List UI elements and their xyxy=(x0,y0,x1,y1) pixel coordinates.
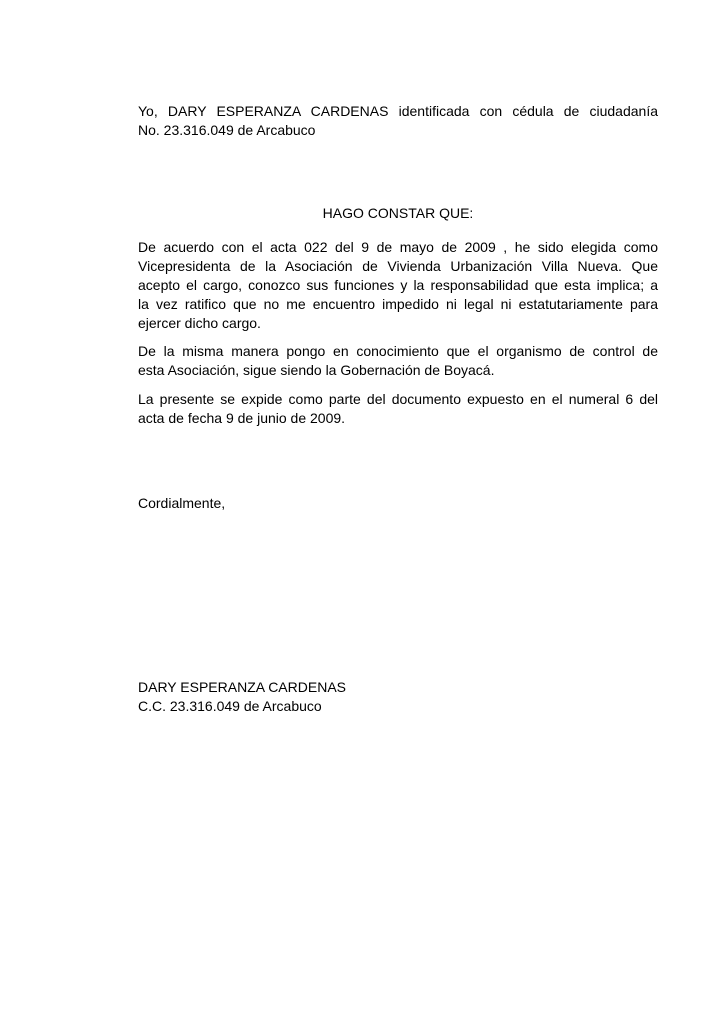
paragraph-3 xyxy=(138,390,658,428)
paragraph-1-line-4: la vez ratifico que no me encuentro impedido ni legal ni estatutariamente para xyxy=(138,296,658,312)
intro-line-2: No. 23.316.049 de Arcabuco xyxy=(138,122,316,138)
heading-hago-constar: HAGO CONSTAR QUE: xyxy=(322,205,474,221)
paragraph-1 xyxy=(138,238,658,333)
paragraph-3-line-2: acta de fecha 9 de junio de 2009. xyxy=(138,410,346,426)
paragraph-3-line-1: La presente se expide como parte del documento expuesto en el numeral 6 del xyxy=(138,391,658,407)
paragraph-1-line-2: Vicepresidenta de la Asociación de Vivienda Urbanización Villa Nueva. Que xyxy=(138,258,658,274)
paragraph-1-line-3: acepto el cargo, conozco sus funciones y la responsabilidad que esta implica; a xyxy=(138,277,658,293)
paragraph-2-line-1: De la misma manera pongo en conocimiento que el organismo de control de xyxy=(138,343,658,359)
signature-block xyxy=(138,678,658,716)
intro-paragraph xyxy=(138,102,658,140)
paragraph-1-line-1: De acuerdo con el acta 022 del 9 de mayo de 2009 , he sido elegida como xyxy=(138,239,658,255)
closing-text: Cordialmente, xyxy=(138,495,226,511)
paragraph-2 xyxy=(138,342,658,380)
paragraph-1-line-5: ejercer dicho cargo. xyxy=(138,315,261,331)
intro-line-1: Yo, DARY ESPERANZA CARDENAS identificada con cédula de ciudadanía xyxy=(138,103,658,119)
closing xyxy=(138,494,658,513)
signature-name: DARY ESPERANZA CARDENAS xyxy=(138,679,346,695)
paragraph-2-line-2: esta Asociación, sigue siendo la Gobernación de Boyacá. xyxy=(138,362,495,378)
signature-id: C.C. 23.316.049 de Arcabuco xyxy=(138,698,322,714)
